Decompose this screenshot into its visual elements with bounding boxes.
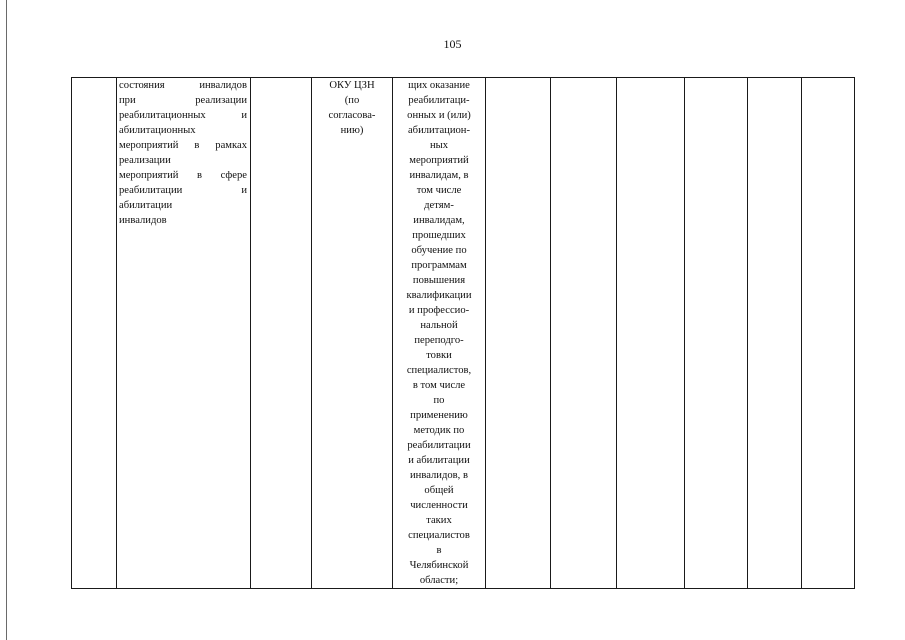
page-edge-line xyxy=(6,0,7,640)
executor-line: ОКУ ЦЗН xyxy=(329,80,375,91)
table-cell-10 xyxy=(748,78,802,589)
table-cell-3 xyxy=(251,78,312,589)
description-line: мероприятий xyxy=(409,155,469,166)
indicator-line: реализации xyxy=(119,155,171,166)
description-line: обучение по xyxy=(411,245,467,256)
description-line: применению xyxy=(410,410,468,421)
executor-text xyxy=(312,78,392,138)
description-line: методик по xyxy=(413,425,465,436)
table-cell-11 xyxy=(802,78,855,589)
executor-line: (по xyxy=(344,95,360,106)
indicator-line: абилитационных xyxy=(119,125,196,136)
description-line: том числе xyxy=(416,185,462,196)
description-line: нальной xyxy=(420,320,458,331)
description-line: ных xyxy=(429,140,449,151)
description-line: общей xyxy=(424,485,454,496)
description-line: прошедших xyxy=(412,230,466,241)
description-line: детям- xyxy=(424,200,454,211)
description-line: специалистов xyxy=(408,530,470,541)
table-cell-6 xyxy=(486,78,551,589)
page-number: 105 xyxy=(443,37,462,51)
description-line: программам xyxy=(411,260,467,271)
description-line: Челябинской xyxy=(409,560,469,571)
description-line: по xyxy=(433,395,445,406)
description-line: реабилитаци- xyxy=(408,95,470,106)
executor-line: согласова- xyxy=(328,110,376,121)
description-line: инвалидам, xyxy=(413,215,465,226)
table-cell-8 xyxy=(617,78,685,589)
description-line: в xyxy=(436,545,442,556)
description-line: щих оказание xyxy=(408,80,470,91)
executor-line: нию) xyxy=(340,125,364,136)
indicator-line: мероприятий в сфере xyxy=(119,170,247,181)
table-cell-executor xyxy=(312,78,393,589)
description-line: и профессио- xyxy=(408,305,470,316)
table-cell-9 xyxy=(685,78,748,589)
description-line: области; xyxy=(419,575,459,586)
indicator-text xyxy=(117,78,250,228)
description-line: численности xyxy=(410,500,468,511)
description-line: квалификации xyxy=(406,290,472,301)
indicator-line: мероприятий в рамках xyxy=(119,140,247,151)
description-line: и абилитации xyxy=(408,455,470,466)
indicator-line: реабилитации и xyxy=(119,185,247,196)
table-cell-description xyxy=(393,78,486,589)
description-line: товки xyxy=(426,350,452,361)
description-text xyxy=(393,78,485,588)
table-cell-7 xyxy=(551,78,617,589)
description-line: инвалидов, в xyxy=(410,470,468,481)
description-line: таких xyxy=(426,515,452,526)
table-row xyxy=(72,78,855,589)
description-line: переподго- xyxy=(414,335,464,346)
indicator-line: абилитации xyxy=(119,200,173,211)
description-line: специалистов, xyxy=(406,365,472,376)
indicator-line: состояния инвалидов xyxy=(119,80,247,91)
description-line: реабилитации xyxy=(407,440,471,451)
description-line: абилитацион- xyxy=(407,125,470,136)
document-table xyxy=(71,77,855,589)
indicator-line: реабилитационных и xyxy=(119,110,247,121)
description-line: повышения xyxy=(412,275,466,286)
description-line: инвалидам, в xyxy=(409,170,469,181)
indicator-line: инвалидов xyxy=(119,215,167,226)
description-line: в том числе xyxy=(412,380,466,391)
table-cell-indicator xyxy=(117,78,251,589)
description-line: онных и (или) xyxy=(407,110,471,121)
table-cell-1 xyxy=(72,78,117,589)
indicator-line: при реализации xyxy=(119,95,247,106)
